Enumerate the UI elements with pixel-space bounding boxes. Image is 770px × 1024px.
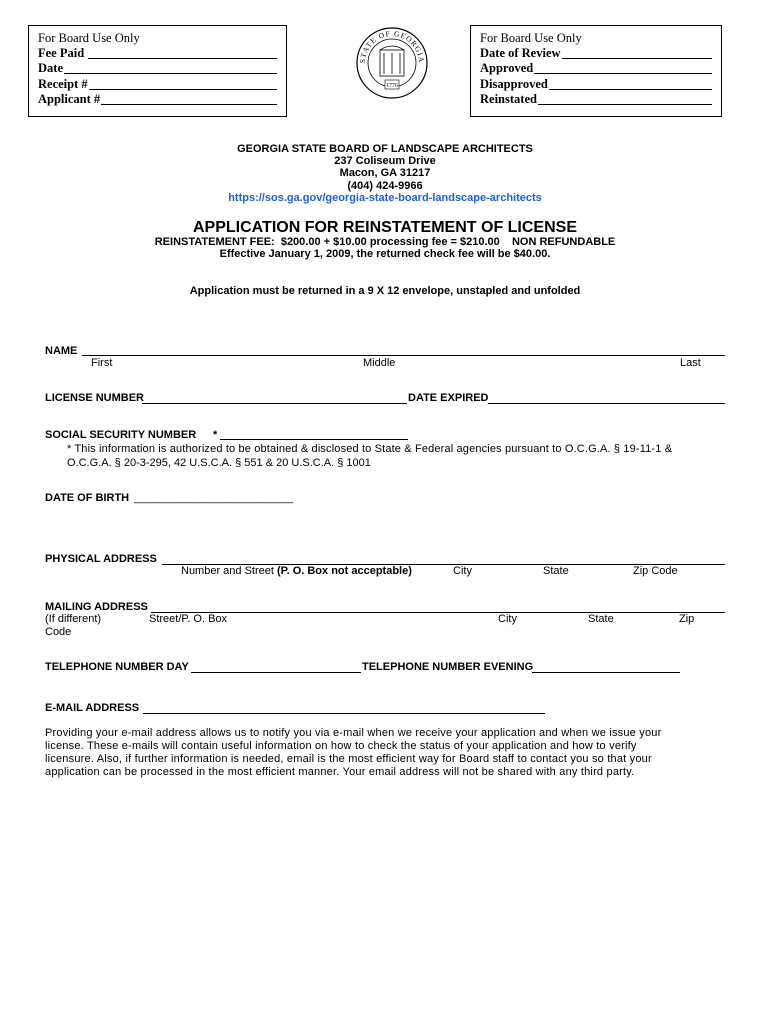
email-line[interactable] — [143, 713, 545, 714]
email-para-line: Providing your e-mail address allows us to notify you via e-mail when we receive your application and when we issue your — [45, 727, 662, 739]
mailing-address-label: MAILING ADDRESS — [45, 601, 148, 613]
applicant-line[interactable] — [101, 92, 277, 105]
email-para-line: application can be processed in the most efficient manner. Your email address will not be shared with any third party. — [45, 766, 635, 778]
date-label: Date — [38, 61, 63, 76]
ssn-label: SOCIAL SECURITY NUMBER — [45, 429, 197, 441]
disapproved-line[interactable] — [549, 77, 712, 90]
telephone-evening-line[interactable] — [532, 672, 680, 673]
ssn-line[interactable] — [220, 439, 408, 440]
approved-label: Approved — [480, 61, 534, 76]
board-use-heading: For Board Use Only — [480, 31, 582, 45]
date-of-review-line[interactable] — [562, 46, 712, 59]
applicant-label: Applicant # — [38, 91, 101, 106]
form-title: APPLICATION FOR REINSTATEMENT OF LICENSE — [193, 219, 577, 236]
mailing-zip-caption: Zip — [679, 613, 695, 625]
fee-paid-label: Fee Paid — [38, 46, 85, 61]
agency-phone: (404) 424-9966 — [347, 179, 423, 192]
email-para-line: licensure. Also, if further information is needed, email is the most efficient way for Board staff to contact you so that your — [45, 753, 652, 765]
name-first-caption: First — [91, 357, 113, 369]
agency-website-link[interactable]: https://sos.ga.gov/georgia-state-board-landscape-architects — [228, 191, 542, 204]
date-of-review-label: Date of Review — [480, 46, 561, 61]
board-use-box-left — [28, 25, 287, 117]
reinstated-label: Reinstated — [480, 91, 537, 106]
ssn-note-line1: * This information is authorized to be obtained & disclosed to State & Federal agencies pursuant to O.C.G.A. § 19-11-1 & — [67, 443, 673, 455]
email-label: E-MAIL ADDRESS — [45, 702, 140, 714]
mailing-city-caption: City — [498, 613, 517, 625]
ssn-asterisk: * — [213, 429, 218, 441]
mailing-street-caption: Street/P. O. Box — [149, 613, 228, 625]
license-number-label: LICENSE NUMBER — [45, 392, 145, 404]
if-different-caption: (If different) — [45, 613, 102, 625]
approved-line[interactable] — [534, 61, 712, 74]
agency-street: 237 Coliseum Drive — [334, 155, 436, 168]
georgia-state-seal-icon — [355, 26, 429, 100]
reinstated-line[interactable] — [538, 92, 712, 105]
name-last-caption: Last — [680, 357, 701, 369]
physical-zip-caption: Zip Code — [633, 565, 678, 577]
board-use-heading: For Board Use Only — [38, 31, 140, 45]
email-para-line: license. These e-mails will contain useful information on how to check the status of your application and how to verify — [45, 740, 637, 752]
ssn-note-line2: O.C.G.A. § 20-3-295, 42 U.S.C.A. § 551 & 20 U.S.C.A. § 1001 — [67, 457, 371, 469]
fee-line: REINSTATEMENT FEE: $200.00 + $10.00 processing fee = $210.00 NON REFUNDABLE — [154, 236, 616, 248]
date-expired-label: DATE EXPIRED — [408, 392, 489, 404]
telephone-day-line[interactable] — [191, 672, 361, 673]
mailing-state-caption: State — [588, 613, 614, 625]
name-input-line[interactable] — [82, 355, 725, 356]
physical-address-label: PHYSICAL ADDRESS — [45, 553, 157, 565]
dob-label: DATE OF BIRTH — [45, 492, 130, 504]
receipt-line[interactable] — [89, 77, 277, 90]
name-label: NAME — [45, 345, 78, 357]
physical-street-caption: Number and Street (P. O. Box not acceptable) — [181, 565, 412, 577]
physical-city-caption: City — [453, 565, 472, 577]
agency-name: GEORGIA STATE BOARD OF LANDSCAPE ARCHITECTS — [237, 143, 533, 155]
check-fee-line: Effective January 1, 2009, the returned check fee will be $40.00. — [219, 248, 551, 260]
dob-line[interactable]: __________________________ — [134, 492, 294, 504]
email-explanation — [45, 727, 661, 779]
disapproved-label: Disapproved — [480, 76, 548, 91]
physical-state-caption: State — [543, 565, 569, 577]
board-use-box-right — [470, 25, 722, 117]
mailing-address-line[interactable] — [151, 612, 725, 613]
agency-city: Macon, GA 31217 — [339, 167, 431, 180]
date-expired-line[interactable] — [488, 403, 725, 404]
telephone-evening-label: TELEPHONE NUMBER EVENING — [362, 661, 534, 673]
date-line[interactable] — [64, 61, 277, 74]
license-number-line[interactable] — [142, 403, 407, 404]
svg-text:1776: 1776 — [386, 83, 398, 89]
fee-paid-line[interactable] — [88, 46, 277, 59]
po-box-note: (P. O. Box not acceptable) — [277, 565, 412, 577]
envelope-note: Application must be returned in a 9 X 12 envelope, unstapled and unfolded — [189, 285, 581, 297]
name-middle-caption: Middle — [363, 357, 396, 369]
telephone-day-label: TELEPHONE NUMBER DAY — [45, 661, 189, 673]
svg-text:STATE OF GEORGIA: STATE OF GEORGIA — [357, 28, 427, 64]
code-caption: Code — [45, 626, 72, 638]
agency-header — [0, 143, 770, 204]
receipt-label: Receipt # — [38, 76, 88, 91]
